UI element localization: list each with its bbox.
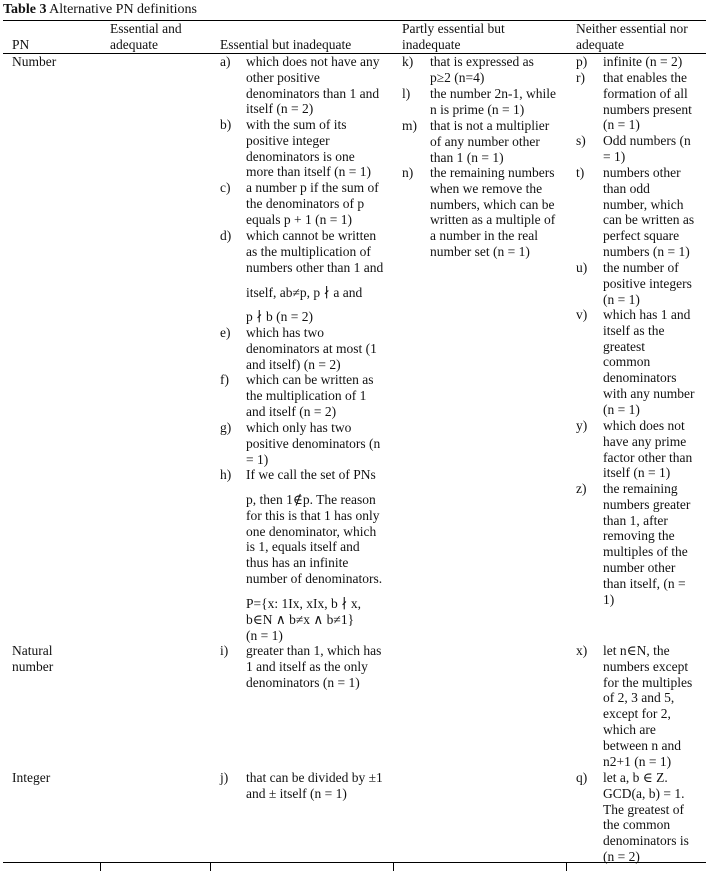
row-label-number: Number [12,54,57,69]
item-label: d) [220,228,232,243]
item-text: that is expressed as p≥2 (n=4) [430,54,534,85]
item-text: the number 2n-1, while n is prime (n = 1) [430,86,556,117]
item-label: k) [402,54,414,69]
item-text: numbers other than odd number, which can be written as perfect square numbers (n = 1) [603,165,695,259]
item-label: c) [220,180,231,195]
item-text: that is not a multiplier of any number other than 1 (n = 1) [430,118,550,165]
item-text: let n∈N, the numbers except for the multiples of 2, 3 and 5, except for 2, which are between n and n2+1 (n = 1) [603,643,693,769]
item-text: which only has two positive denominators (n = 1) [246,420,381,467]
item-label: z) [576,481,587,496]
item-text: that enables the formation of all numbers present (n = 1) [603,70,692,133]
column-divider [566,863,567,871]
bottom-rule [3,862,706,863]
item-text: If we call the set of PNs [246,467,376,482]
table-title: Alternative PN definitions [46,2,197,17]
item-text: with the sum of its positive integer denominators is one more than itself (n = 1) [246,117,371,180]
item-text: the remaining numbers greater than 1, after removing the multiples of the number other than itself, (n = 1) [603,481,691,607]
item-text: let a, b ∈ Z. GCD(a, b) = 1. The greatest of the common denominators is (n = 2) [603,770,689,864]
item-text: which does not have any prime factor other than itself (n = 1) [603,418,693,481]
table-number: Table 3 [3,2,47,17]
item-label: a) [220,54,231,69]
item-text: infinite (n = 2) [603,54,683,69]
item-text: which does not have any other positive denominators than 1 and itself (n = 2) [246,54,380,117]
item-label: p) [576,54,588,69]
item-text: which has two denominators at most (1 and itself) (n = 2) [246,325,377,372]
row-label-natural-number: Natural number [12,643,54,674]
table-caption [3,2,197,18]
header-pn: PN [12,37,30,52]
item-label: i) [220,643,229,658]
column-divider [393,863,394,871]
item-label: u) [576,260,588,275]
column-divider [210,863,211,871]
item-text: which has 1 and itself as the greatest common denominators with any number (n = 1) [603,307,695,417]
row-label-integer: Integer [12,770,51,785]
item-label: g) [220,420,232,435]
item-text: which can be written as the multiplication of 1 and itself (n = 2) [246,372,374,419]
column-divider [100,863,101,871]
item-text-formula: itself, ab≠p, p ∤ a and [246,285,363,300]
item-label: q) [576,770,588,785]
item-label: j) [220,770,229,785]
item-text: a number p if the sum of the denominators of p equals p + 1 (n = 1) [246,180,379,227]
item-text: the remaining numbers when we remove the numbers, which can be written as a multiple of a number in the real number set (n = 1) [430,165,556,259]
item-label: x) [576,643,588,658]
header-essential-inadequate: Essential but inadequate [220,37,352,52]
item-label: m) [402,118,417,133]
item-text: greater than 1, which has 1 and itself as the only denominators (n = 1) [246,643,382,690]
item-text-formula: P={x: 1Ix, xIx, b ∤ x, b∈N ∧ b≠x ∧ b≠1} (n = 1) [246,596,362,643]
item-label: l) [402,86,411,101]
header-neither: Neither essential nor adequate [576,21,688,52]
item-label: f) [220,372,229,387]
item-text: the number of positive integers (n = 1) [603,260,692,307]
header-essential-adequate: Essential and adequate [110,21,182,52]
item-text: p, then 1∉p. The reason for this is that 1 has only one denominator, which is 1, equals itself and thus has an infinite number of denominators. [246,492,383,586]
item-text: which cannot be written as the multiplication of numbers other than 1 and [246,228,384,275]
item-label: y) [576,418,588,433]
item-label: n) [402,165,414,180]
item-label: e) [220,325,231,340]
header-partly-essential: Partly essential but inadequate [402,21,505,52]
item-label: r) [576,70,585,85]
item-label: s) [576,133,586,148]
item-text: Odd numbers (n = 1) [603,133,691,164]
item-text: that can be divided by ±1 and ± itself (n = 1) [246,770,383,801]
item-text-formula: p ∤ b (n = 2) [246,309,313,324]
item-label: v) [576,307,588,322]
item-label: b) [220,117,232,132]
item-label: h) [220,467,232,482]
item-label: t) [576,165,585,180]
